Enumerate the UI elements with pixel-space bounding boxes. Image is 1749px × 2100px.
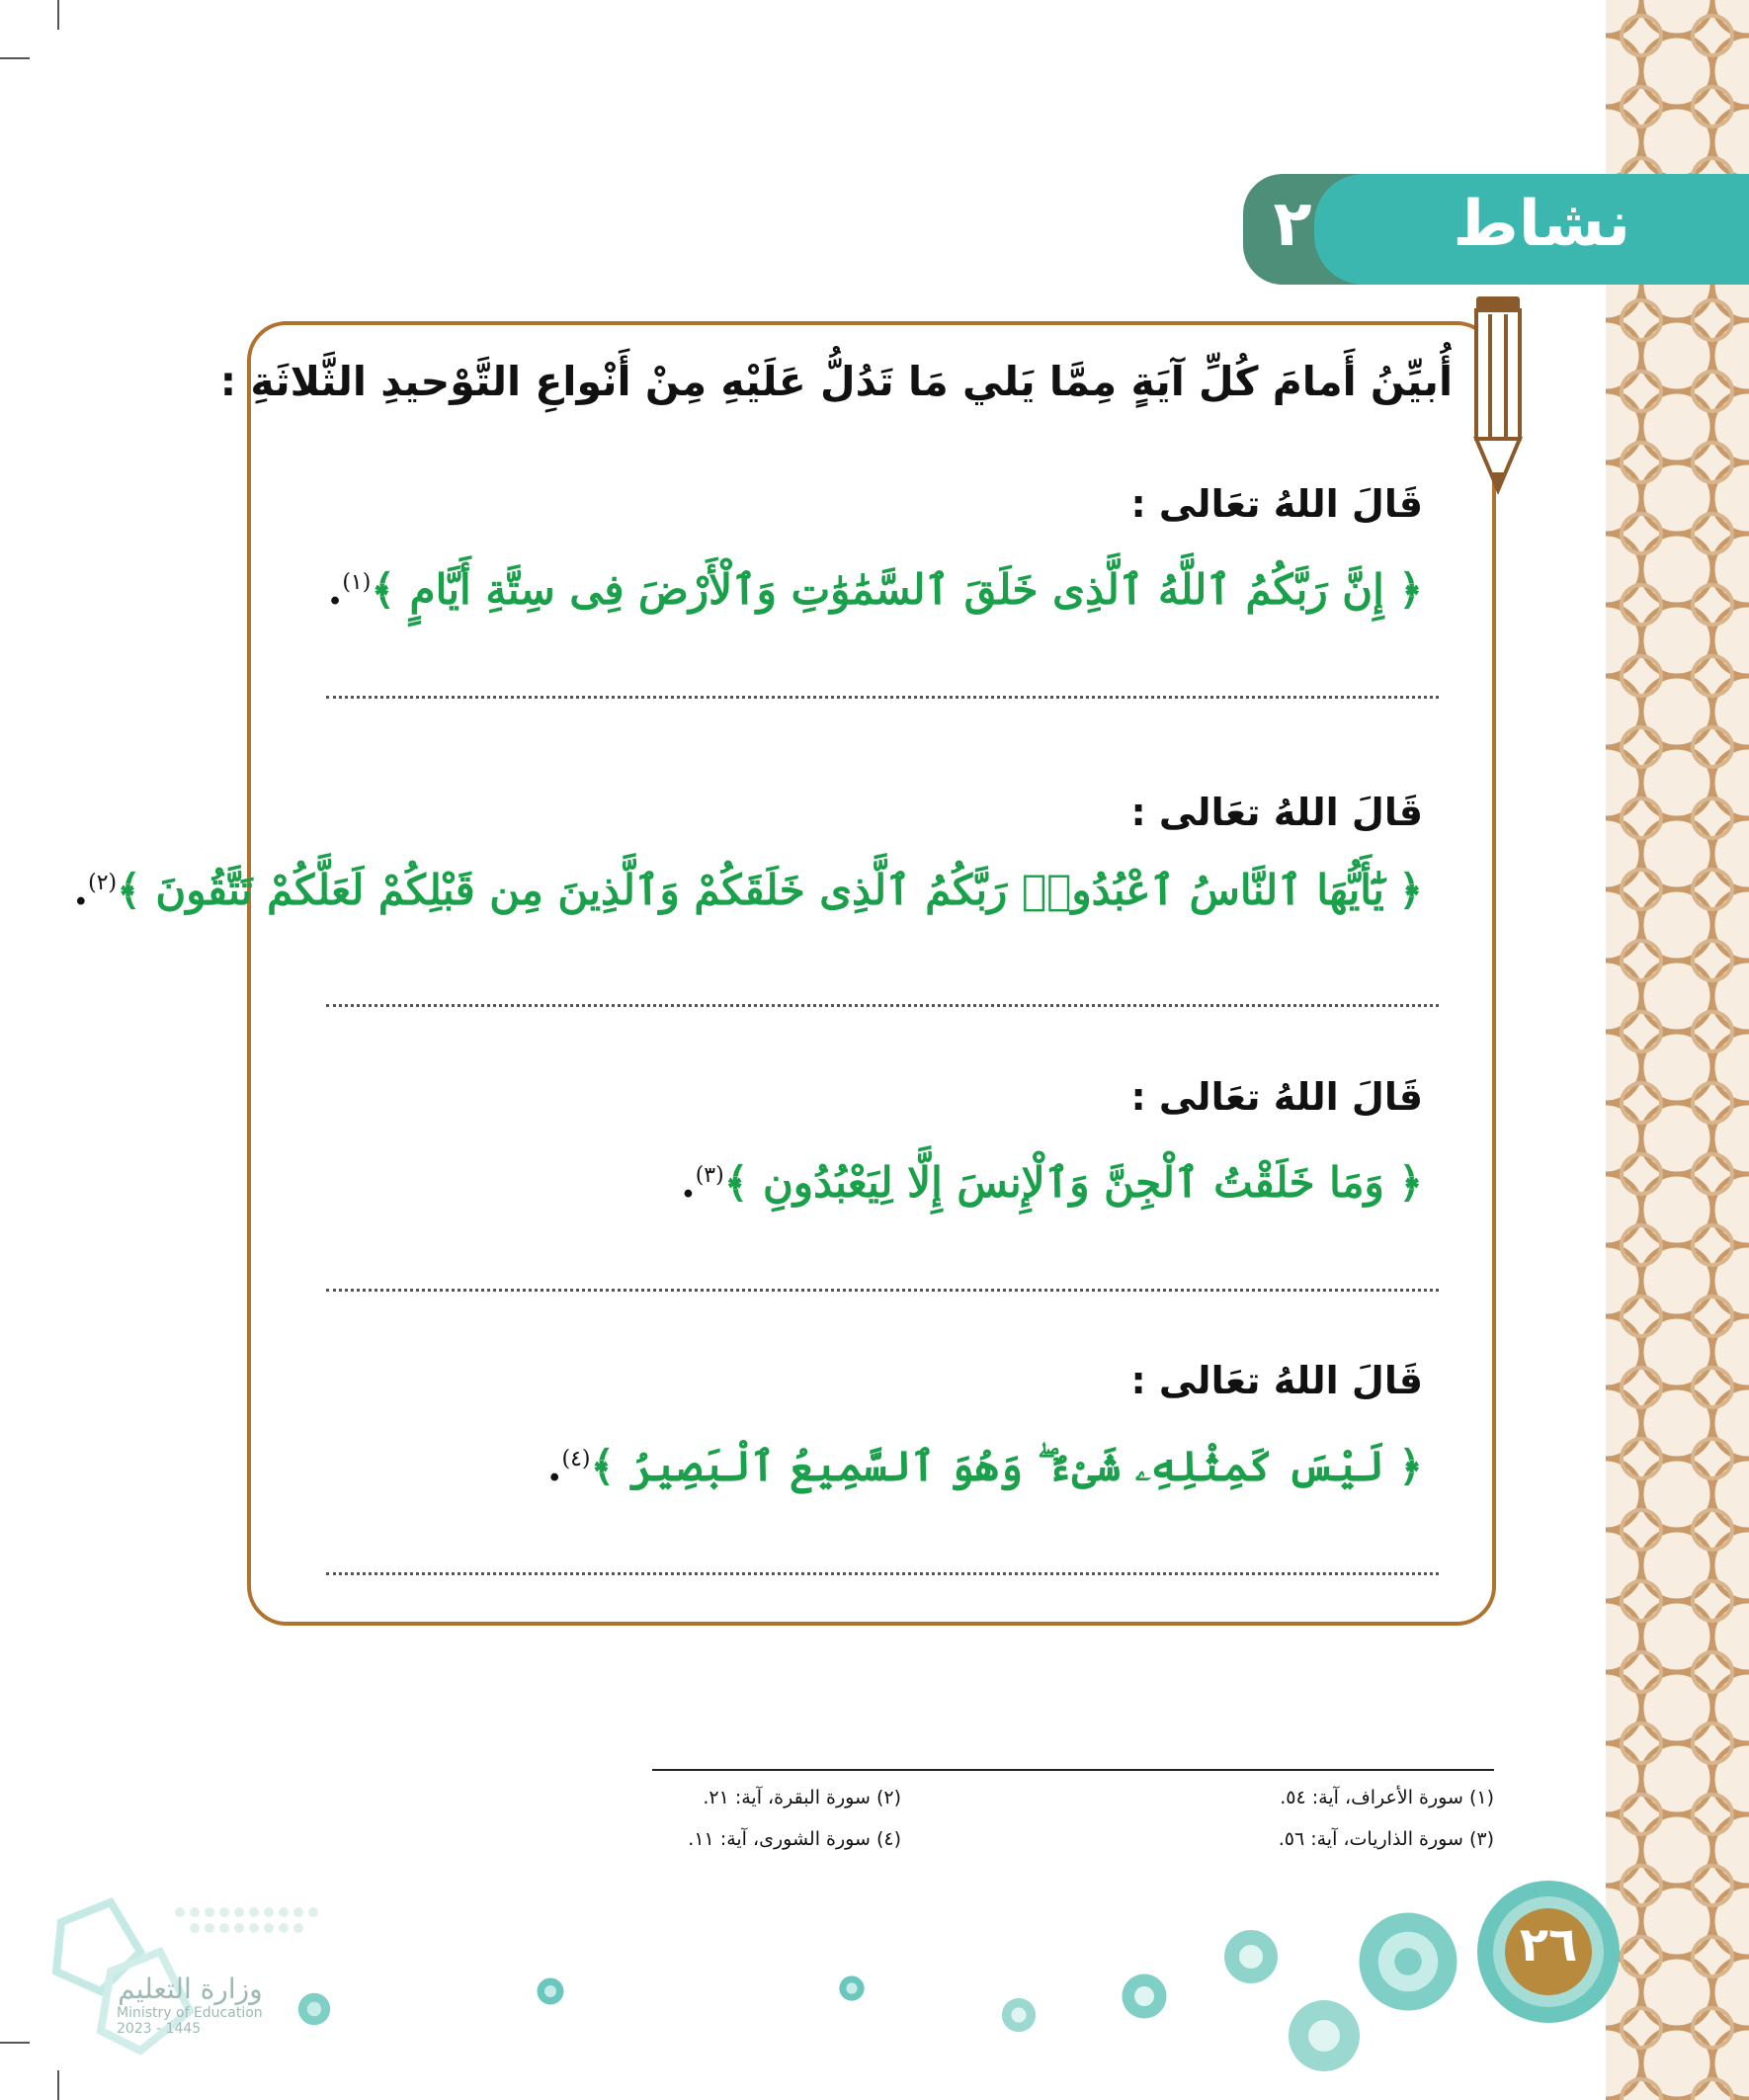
verse-footnote-ref: (١) [342, 570, 372, 595]
ministry-logo-text [117, 1973, 263, 2037]
verse-end-dot: . [73, 866, 89, 914]
verse-item [326, 1359, 1423, 1616]
verse-intro: قَالَ اللهُ تعَالى : [1130, 791, 1423, 834]
answer-line[interactable] [326, 1289, 1439, 1292]
footnote-divider [652, 1769, 1494, 1771]
verse-end-dot: . [546, 1442, 562, 1490]
footnote-1: (١) سورة الأعراف، آية: ٥٤. [1280, 1787, 1494, 1808]
verse-body: ﴿ يَٰٓأَيُّهَا ٱلنَّاسُ ٱعْبُدُوا۟ رَبَّكُمُ ٱلَّذِى خَلَقَكُمْ وَٱلَّذِينَ مِن قَبْلِكُمْ لَعَلَّكُمْ تَتَّقُونَ ﴾ [117, 866, 1423, 914]
answer-line[interactable] [326, 696, 1439, 699]
activity-header-tab [1243, 174, 1749, 285]
activity-title: نشاط [1453, 188, 1630, 261]
crop-mark [57, 2070, 59, 2100]
verse-footnote-ref: (٣) [695, 1163, 724, 1188]
verse-intro: قَالَ اللهُ تعَالى : [1130, 1075, 1423, 1119]
verse-body: ﴿ لَيْسَ كَمِثْلِهِۦ شَىْءٌ ۖ وَهُوَ ٱلسَّمِيعُ ٱلْبَصِيرُ ﴾ [590, 1442, 1423, 1490]
ministry-name-en: Ministry of Education [117, 2005, 263, 2021]
verse-end-dot: . [681, 1158, 696, 1207]
verse-body: ﴿ إِنَّ رَبَّكُمُ ٱللَّهُ ٱلَّذِى خَلَقَ ٱلسَّمَٰوَٰتِ وَٱلْأَرْضَ فِى سِتَّةِ أَيَّامٍ ﴾ [371, 565, 1423, 614]
page-number: ٢٦ [1519, 1917, 1578, 1973]
activity-title-badge [1314, 174, 1749, 285]
footnote-2: (٢) سورة البقرة، آية: ٢١. [703, 1787, 901, 1808]
decorative-pattern-strip [1606, 0, 1749, 2100]
verse-text [547, 1442, 1423, 1491]
verse-intro: قَالَ اللهُ تعَالى : [1130, 1359, 1423, 1402]
decorative-flower-icon [536, 1976, 565, 2006]
footnote-3: (٣) سورة الذاريات، آية: ٥٦. [1278, 1828, 1494, 1850]
verse-item [73, 791, 1423, 1048]
answer-line[interactable] [326, 1004, 1439, 1007]
decorative-flower-icon [1000, 1996, 1038, 2034]
ministry-name: وزارة التعليم [118, 1973, 263, 2005]
verse-end-dot: . [327, 565, 343, 614]
verse-text [328, 565, 1423, 614]
verse-footnote-ref: (٢) [88, 871, 118, 895]
crop-mark [57, 0, 59, 30]
verse-item [326, 1075, 1423, 1332]
activity-instruction: أُبيِّنُ أَمامَ كُلِّ آيَةٍ مِمَّا يَلي مَا تَدُلُّ عَلَيْهِ مِنْ أَنْواعِ التَّوْحيدِ الثَّلاثَةِ : [219, 358, 1453, 405]
footnote-4: (٤) سورة الشورى، آية: ١١. [688, 1828, 901, 1850]
activity-number: ٢ [1273, 188, 1312, 261]
pencil-icon [1470, 296, 1526, 494]
crop-mark [0, 57, 30, 59]
decorative-flower-icon [1285, 1996, 1364, 2075]
decorative-flower-icon [1354, 1907, 1462, 2016]
verse-footnote-ref: (٤) [561, 1447, 591, 1471]
answer-line[interactable] [326, 1572, 1439, 1575]
ministry-year: 2023 - 1445 [117, 2021, 202, 2037]
crop-mark [0, 2042, 30, 2044]
verse-text [681, 1158, 1423, 1207]
decorative-flower-icon [1221, 1927, 1281, 1986]
verse-intro: قَالَ اللهُ تعَالى : [1130, 482, 1423, 526]
verse-body: ﴿ وَمَا خَلَقْتُ ٱلْجِنَّ وَٱلْإِنسَ إِلَّا لِيَعْبُدُونِ ﴾ [723, 1158, 1423, 1207]
verse-text [73, 866, 1423, 914]
verse-item [326, 482, 1423, 739]
decorative-flower-icon [1120, 1972, 1169, 2021]
decorative-flower-icon [838, 1974, 866, 2002]
